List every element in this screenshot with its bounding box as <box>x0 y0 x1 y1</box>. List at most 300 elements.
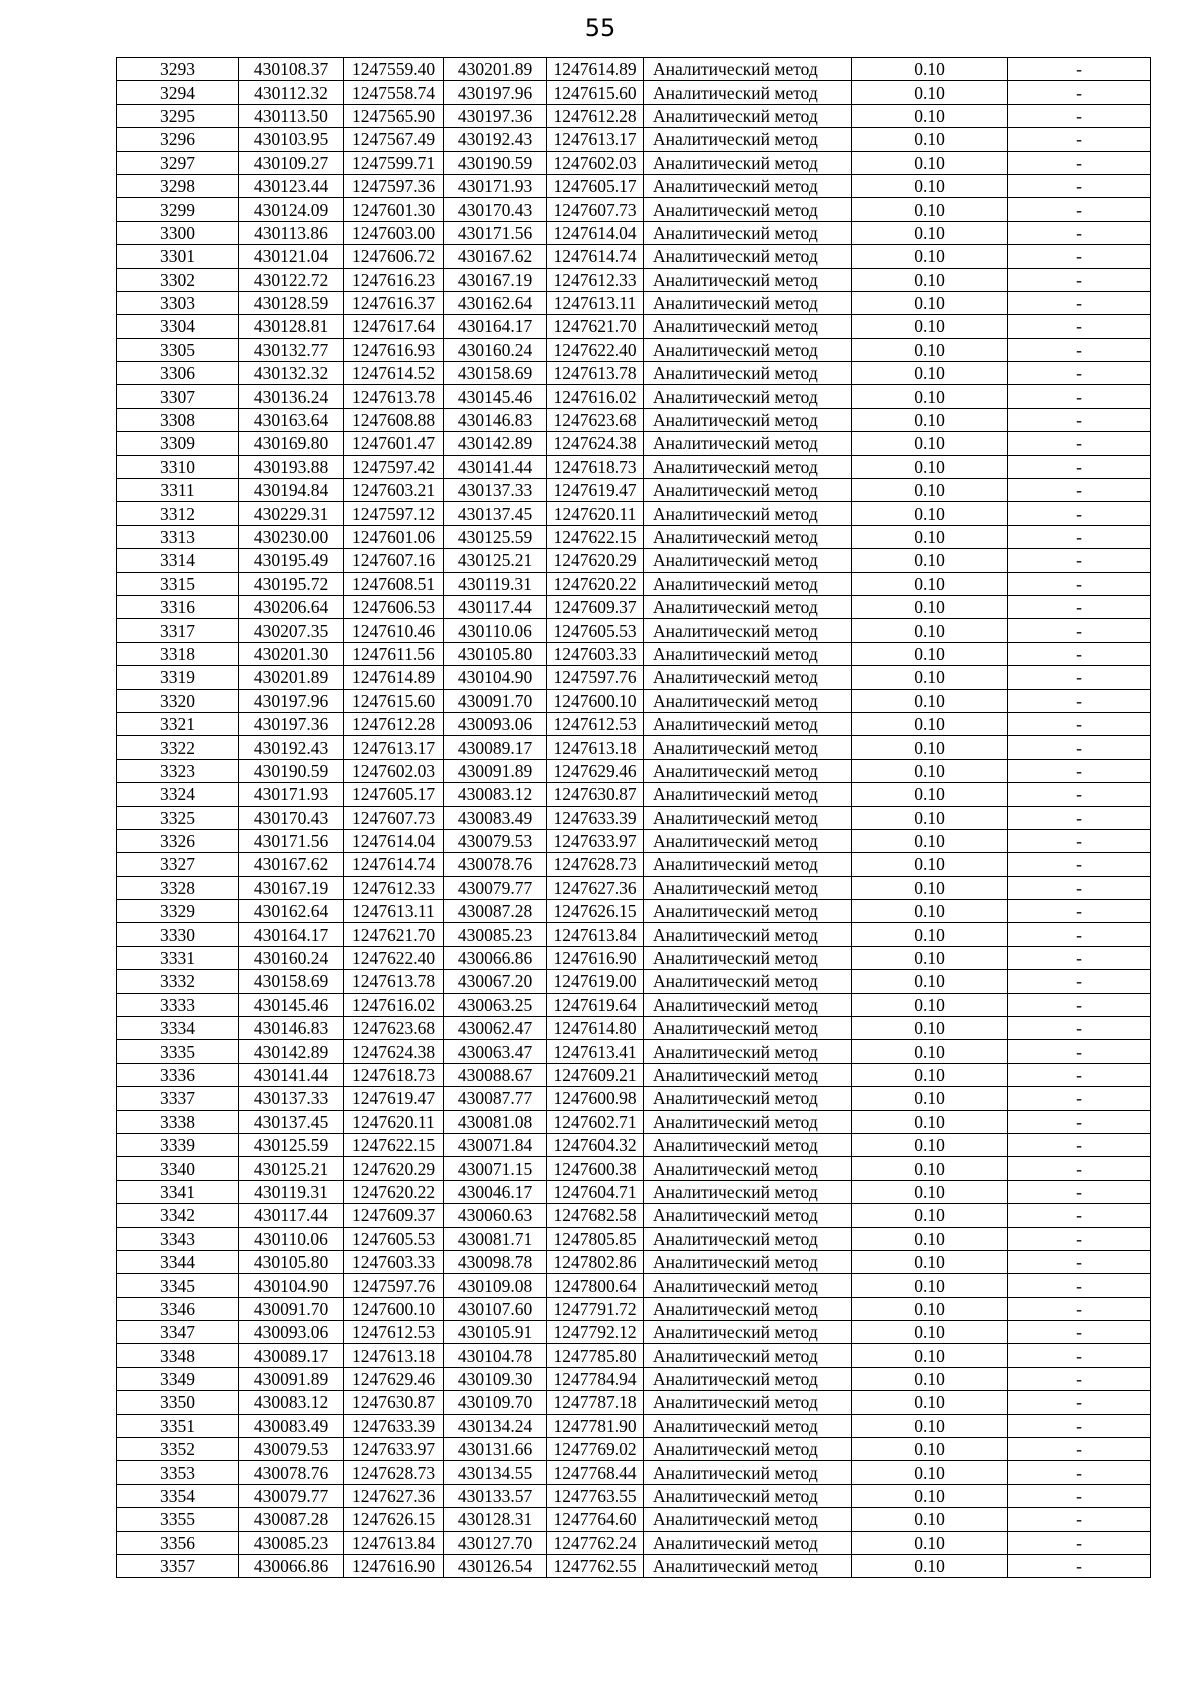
method-cell: Аналитический метод <box>644 1110 852 1133</box>
x2-cell: 430060.63 <box>444 1204 547 1227</box>
x2-cell: 430063.25 <box>444 993 547 1016</box>
y1-cell: 1247616.93 <box>344 338 444 361</box>
note-cell: - <box>1008 876 1151 899</box>
y2-cell: 1247613.78 <box>547 362 644 385</box>
table-row <box>117 338 1151 361</box>
y1-cell: 1247614.89 <box>344 666 444 689</box>
accuracy-cell: 0.10 <box>852 455 1008 478</box>
y2-cell: 1247769.02 <box>547 1438 644 1461</box>
accuracy-cell: 0.10 <box>852 619 1008 642</box>
y2-cell: 1247614.89 <box>547 58 644 81</box>
x1-cell: 430137.33 <box>239 1087 344 1110</box>
y1-cell: 1247608.51 <box>344 572 444 595</box>
y1-cell: 1247624.38 <box>344 1040 444 1063</box>
note-cell: - <box>1008 572 1151 595</box>
method-cell: Аналитический метод <box>644 1133 852 1156</box>
note-cell: - <box>1008 1040 1151 1063</box>
table-row <box>117 174 1151 197</box>
point-number-cell: 3310 <box>117 455 239 478</box>
note-cell: - <box>1008 736 1151 759</box>
y1-cell: 1247614.04 <box>344 829 444 852</box>
note-cell: - <box>1008 128 1151 151</box>
note-cell: - <box>1008 689 1151 712</box>
x1-cell: 430141.44 <box>239 1063 344 1086</box>
point-number-cell: 3327 <box>117 853 239 876</box>
y2-cell: 1247614.74 <box>547 245 644 268</box>
y1-cell: 1247608.88 <box>344 408 444 431</box>
y2-cell: 1247604.71 <box>547 1180 644 1203</box>
note-cell: - <box>1008 81 1151 104</box>
x2-cell: 430160.24 <box>444 338 547 361</box>
table-row <box>117 1157 1151 1180</box>
x1-cell: 430201.30 <box>239 642 344 665</box>
point-number-cell: 3355 <box>117 1508 239 1531</box>
method-cell: Аналитический метод <box>644 1555 852 1578</box>
table-row <box>117 81 1151 104</box>
point-number-cell: 3312 <box>117 502 239 525</box>
x1-cell: 430145.46 <box>239 993 344 1016</box>
method-cell: Аналитический метод <box>644 806 852 829</box>
method-cell: Аналитический метод <box>644 666 852 689</box>
x2-cell: 430162.64 <box>444 291 547 314</box>
x1-cell: 430105.80 <box>239 1250 344 1273</box>
y2-cell: 1247607.73 <box>547 198 644 221</box>
x1-cell: 430117.44 <box>239 1204 344 1227</box>
table-row <box>117 1040 1151 1063</box>
x1-cell: 430103.95 <box>239 128 344 151</box>
x1-cell: 430167.62 <box>239 853 344 876</box>
x2-cell: 430137.45 <box>444 502 547 525</box>
accuracy-cell: 0.10 <box>852 759 1008 782</box>
y2-cell: 1247682.58 <box>547 1204 644 1227</box>
x2-cell: 430171.93 <box>444 174 547 197</box>
x2-cell: 430066.86 <box>444 946 547 969</box>
x1-cell: 430125.59 <box>239 1133 344 1156</box>
accuracy-cell: 0.10 <box>852 736 1008 759</box>
y2-cell: 1247600.98 <box>547 1087 644 1110</box>
method-cell: Аналитический метод <box>644 128 852 151</box>
x2-cell: 430067.20 <box>444 970 547 993</box>
y1-cell: 1247603.00 <box>344 221 444 244</box>
table-row <box>117 712 1151 735</box>
x2-cell: 430117.44 <box>444 595 547 618</box>
note-cell: - <box>1008 1133 1151 1156</box>
point-number-cell: 3349 <box>117 1367 239 1390</box>
note-cell: - <box>1008 151 1151 174</box>
accuracy-cell: 0.10 <box>852 1087 1008 1110</box>
x2-cell: 430158.69 <box>444 362 547 385</box>
method-cell: Аналитический метод <box>644 502 852 525</box>
x2-cell: 430046.17 <box>444 1180 547 1203</box>
y2-cell: 1247622.15 <box>547 525 644 548</box>
y2-cell: 1247613.41 <box>547 1040 644 1063</box>
method-cell: Аналитический метод <box>644 549 852 572</box>
point-number-cell: 3341 <box>117 1180 239 1203</box>
table-row <box>117 993 1151 1016</box>
point-number-cell: 3340 <box>117 1157 239 1180</box>
x2-cell: 430133.57 <box>444 1484 547 1507</box>
table-row <box>117 1484 1151 1507</box>
accuracy-cell: 0.10 <box>852 1344 1008 1367</box>
accuracy-cell: 0.10 <box>852 1555 1008 1578</box>
y2-cell: 1247623.68 <box>547 408 644 431</box>
note-cell: - <box>1008 549 1151 572</box>
y1-cell: 1247613.78 <box>344 970 444 993</box>
table-row <box>117 1438 1151 1461</box>
table-row <box>117 1414 1151 1437</box>
table-row <box>117 151 1151 174</box>
table-row <box>117 525 1151 548</box>
accuracy-cell: 0.10 <box>852 1063 1008 1086</box>
y2-cell: 1247614.04 <box>547 221 644 244</box>
x2-cell: 430091.70 <box>444 689 547 712</box>
y1-cell: 1247613.78 <box>344 385 444 408</box>
x2-cell: 430197.36 <box>444 104 547 127</box>
y1-cell: 1247558.74 <box>344 81 444 104</box>
x2-cell: 430125.21 <box>444 549 547 572</box>
y1-cell: 1247622.40 <box>344 946 444 969</box>
y1-cell: 1247609.37 <box>344 1204 444 1227</box>
y1-cell: 1247614.74 <box>344 853 444 876</box>
method-cell: Аналитический метод <box>644 900 852 923</box>
note-cell: - <box>1008 1367 1151 1390</box>
point-number-cell: 3345 <box>117 1274 239 1297</box>
accuracy-cell: 0.10 <box>852 1017 1008 1040</box>
note-cell: - <box>1008 1250 1151 1273</box>
method-cell: Аналитический метод <box>644 455 852 478</box>
y1-cell: 1247630.87 <box>344 1391 444 1414</box>
x1-cell: 430087.28 <box>239 1508 344 1531</box>
table-row <box>117 1555 1151 1578</box>
note-cell: - <box>1008 1484 1151 1507</box>
x2-cell: 430071.84 <box>444 1133 547 1156</box>
x2-cell: 430089.17 <box>444 736 547 759</box>
note-cell: - <box>1008 712 1151 735</box>
method-cell: Аналитический метод <box>644 198 852 221</box>
x2-cell: 430088.67 <box>444 1063 547 1086</box>
y1-cell: 1247633.39 <box>344 1414 444 1437</box>
x2-cell: 430171.56 <box>444 221 547 244</box>
note-cell: - <box>1008 1157 1151 1180</box>
method-cell: Аналитический метод <box>644 1274 852 1297</box>
table-row <box>117 1367 1151 1390</box>
method-cell: Аналитический метод <box>644 338 852 361</box>
accuracy-cell: 0.10 <box>852 1227 1008 1250</box>
x2-cell: 430109.70 <box>444 1391 547 1414</box>
point-number-cell: 3296 <box>117 128 239 151</box>
method-cell: Аналитический метод <box>644 1367 852 1390</box>
y2-cell: 1247618.73 <box>547 455 644 478</box>
accuracy-cell: 0.10 <box>852 525 1008 548</box>
table-row <box>117 432 1151 455</box>
table-row <box>117 619 1151 642</box>
y1-cell: 1247603.33 <box>344 1250 444 1273</box>
point-number-cell: 3316 <box>117 595 239 618</box>
point-number-cell: 3320 <box>117 689 239 712</box>
y1-cell: 1247616.02 <box>344 993 444 1016</box>
point-number-cell: 3338 <box>117 1110 239 1133</box>
note-cell: - <box>1008 1508 1151 1531</box>
point-number-cell: 3297 <box>117 151 239 174</box>
accuracy-cell: 0.10 <box>852 1438 1008 1461</box>
x1-cell: 430085.23 <box>239 1531 344 1554</box>
accuracy-cell: 0.10 <box>852 1531 1008 1554</box>
y2-cell: 1247802.86 <box>547 1250 644 1273</box>
note-cell: - <box>1008 1555 1151 1578</box>
y1-cell: 1247623.68 <box>344 1017 444 1040</box>
point-number-cell: 3321 <box>117 712 239 735</box>
y2-cell: 1247622.40 <box>547 338 644 361</box>
x1-cell: 430119.31 <box>239 1180 344 1203</box>
y2-cell: 1247764.60 <box>547 1508 644 1531</box>
note-cell: - <box>1008 104 1151 127</box>
x1-cell: 430121.04 <box>239 245 344 268</box>
y1-cell: 1247599.71 <box>344 151 444 174</box>
table-row <box>117 1391 1151 1414</box>
point-number-cell: 3357 <box>117 1555 239 1578</box>
y1-cell: 1247616.37 <box>344 291 444 314</box>
y2-cell: 1247621.70 <box>547 315 644 338</box>
accuracy-cell: 0.10 <box>852 104 1008 127</box>
table-row <box>117 759 1151 782</box>
point-number-cell: 3306 <box>117 362 239 385</box>
y2-cell: 1247613.18 <box>547 736 644 759</box>
y2-cell: 1247762.55 <box>547 1555 644 1578</box>
point-number-cell: 3314 <box>117 549 239 572</box>
note-cell: - <box>1008 900 1151 923</box>
x2-cell: 430201.89 <box>444 58 547 81</box>
note-cell: - <box>1008 853 1151 876</box>
y2-cell: 1247613.84 <box>547 923 644 946</box>
x2-cell: 430105.91 <box>444 1321 547 1344</box>
y2-cell: 1247602.71 <box>547 1110 644 1133</box>
x1-cell: 430113.86 <box>239 221 344 244</box>
y1-cell: 1247614.52 <box>344 362 444 385</box>
point-number-cell: 3300 <box>117 221 239 244</box>
x2-cell: 430190.59 <box>444 151 547 174</box>
x1-cell: 430112.32 <box>239 81 344 104</box>
y2-cell: 1247624.38 <box>547 432 644 455</box>
point-number-cell: 3342 <box>117 1204 239 1227</box>
x2-cell: 430109.30 <box>444 1367 547 1390</box>
method-cell: Аналитический метод <box>644 525 852 548</box>
accuracy-cell: 0.10 <box>852 923 1008 946</box>
note-cell: - <box>1008 595 1151 618</box>
note-cell: - <box>1008 759 1151 782</box>
accuracy-cell: 0.10 <box>852 900 1008 923</box>
method-cell: Аналитический метод <box>644 970 852 993</box>
x1-cell: 430124.09 <box>239 198 344 221</box>
y1-cell: 1247567.49 <box>344 128 444 151</box>
method-cell: Аналитический метод <box>644 1321 852 1344</box>
accuracy-cell: 0.10 <box>852 853 1008 876</box>
y1-cell: 1247628.73 <box>344 1461 444 1484</box>
x1-cell: 430207.35 <box>239 619 344 642</box>
y2-cell: 1247792.12 <box>547 1321 644 1344</box>
accuracy-cell: 0.10 <box>852 174 1008 197</box>
x1-cell: 430171.56 <box>239 829 344 852</box>
note-cell: - <box>1008 1438 1151 1461</box>
point-number-cell: 3299 <box>117 198 239 221</box>
point-number-cell: 3336 <box>117 1063 239 1086</box>
y2-cell: 1247600.38 <box>547 1157 644 1180</box>
x2-cell: 430192.43 <box>444 128 547 151</box>
y1-cell: 1247613.84 <box>344 1531 444 1554</box>
x1-cell: 430079.77 <box>239 1484 344 1507</box>
method-cell: Аналитический метод <box>644 1438 852 1461</box>
x1-cell: 430146.83 <box>239 1017 344 1040</box>
y2-cell: 1247768.44 <box>547 1461 644 1484</box>
x2-cell: 430134.24 <box>444 1414 547 1437</box>
y2-cell: 1247791.72 <box>547 1297 644 1320</box>
accuracy-cell: 0.10 <box>852 315 1008 338</box>
point-number-cell: 3328 <box>117 876 239 899</box>
table-row <box>117 689 1151 712</box>
y2-cell: 1247629.46 <box>547 759 644 782</box>
x1-cell: 430091.70 <box>239 1297 344 1320</box>
x2-cell: 430167.19 <box>444 268 547 291</box>
note-cell: - <box>1008 1017 1151 1040</box>
y2-cell: 1247609.37 <box>547 595 644 618</box>
x1-cell: 430197.36 <box>239 712 344 735</box>
y2-cell: 1247763.55 <box>547 1484 644 1507</box>
method-cell: Аналитический метод <box>644 315 852 338</box>
point-number-cell: 3317 <box>117 619 239 642</box>
x1-cell: 430083.12 <box>239 1391 344 1414</box>
table-row <box>117 1017 1151 1040</box>
table-row <box>117 666 1151 689</box>
point-number-cell: 3352 <box>117 1438 239 1461</box>
y2-cell: 1247605.53 <box>547 619 644 642</box>
note-cell: - <box>1008 1414 1151 1437</box>
method-cell: Аналитический метод <box>644 362 852 385</box>
table-row <box>117 1204 1151 1227</box>
note-cell: - <box>1008 58 1151 81</box>
x2-cell: 430087.28 <box>444 900 547 923</box>
x1-cell: 430128.59 <box>239 291 344 314</box>
table-row <box>117 595 1151 618</box>
x1-cell: 430201.89 <box>239 666 344 689</box>
x1-cell: 430113.50 <box>239 104 344 127</box>
method-cell: Аналитический метод <box>644 1017 852 1040</box>
y2-cell: 1247800.64 <box>547 1274 644 1297</box>
x2-cell: 430062.47 <box>444 1017 547 1040</box>
x1-cell: 430169.80 <box>239 432 344 455</box>
accuracy-cell: 0.10 <box>852 783 1008 806</box>
y1-cell: 1247612.28 <box>344 712 444 735</box>
table-row <box>117 221 1151 244</box>
method-cell: Аналитический метод <box>644 1531 852 1554</box>
method-cell: Аналитический метод <box>644 1461 852 1484</box>
y2-cell: 1247762.24 <box>547 1531 644 1554</box>
x2-cell: 430091.89 <box>444 759 547 782</box>
x2-cell: 430109.08 <box>444 1274 547 1297</box>
accuracy-cell: 0.10 <box>852 549 1008 572</box>
x1-cell: 430162.64 <box>239 900 344 923</box>
y2-cell: 1247781.90 <box>547 1414 644 1437</box>
x1-cell: 430195.49 <box>239 549 344 572</box>
accuracy-cell: 0.10 <box>852 338 1008 361</box>
method-cell: Аналитический метод <box>644 81 852 104</box>
note-cell: - <box>1008 408 1151 431</box>
note-cell: - <box>1008 1531 1151 1554</box>
x1-cell: 430083.49 <box>239 1414 344 1437</box>
point-number-cell: 3356 <box>117 1531 239 1554</box>
y2-cell: 1247633.97 <box>547 829 644 852</box>
point-number-cell: 3354 <box>117 1484 239 1507</box>
accuracy-cell: 0.10 <box>852 432 1008 455</box>
y1-cell: 1247622.15 <box>344 1133 444 1156</box>
table-row <box>117 1180 1151 1203</box>
x1-cell: 430137.45 <box>239 1110 344 1133</box>
y1-cell: 1247616.90 <box>344 1555 444 1578</box>
accuracy-cell: 0.10 <box>852 712 1008 735</box>
point-number-cell: 3335 <box>117 1040 239 1063</box>
x1-cell: 430206.64 <box>239 595 344 618</box>
table-row <box>117 198 1151 221</box>
method-cell: Аналитический метод <box>644 619 852 642</box>
x2-cell: 430078.76 <box>444 853 547 876</box>
accuracy-cell: 0.10 <box>852 81 1008 104</box>
x2-cell: 430164.17 <box>444 315 547 338</box>
y1-cell: 1247611.56 <box>344 642 444 665</box>
x1-cell: 430132.77 <box>239 338 344 361</box>
y1-cell: 1247605.53 <box>344 1227 444 1250</box>
point-number-cell: 3309 <box>117 432 239 455</box>
accuracy-cell: 0.10 <box>852 876 1008 899</box>
accuracy-cell: 0.10 <box>852 1250 1008 1273</box>
note-cell: - <box>1008 666 1151 689</box>
point-number-cell: 3350 <box>117 1391 239 1414</box>
point-number-cell: 3330 <box>117 923 239 946</box>
table-row <box>117 783 1151 806</box>
x2-cell: 430085.23 <box>444 923 547 946</box>
y1-cell: 1247602.03 <box>344 759 444 782</box>
y2-cell: 1247613.11 <box>547 291 644 314</box>
y1-cell: 1247617.64 <box>344 315 444 338</box>
x2-cell: 430137.33 <box>444 479 547 502</box>
method-cell: Аналитический метод <box>644 1063 852 1086</box>
method-cell: Аналитический метод <box>644 1180 852 1203</box>
point-number-cell: 3353 <box>117 1461 239 1484</box>
accuracy-cell: 0.10 <box>852 1391 1008 1414</box>
y1-cell: 1247597.76 <box>344 1274 444 1297</box>
y2-cell: 1247609.21 <box>547 1063 644 1086</box>
table-row <box>117 408 1151 431</box>
y1-cell: 1247615.60 <box>344 689 444 712</box>
y2-cell: 1247620.22 <box>547 572 644 595</box>
x2-cell: 430141.44 <box>444 455 547 478</box>
method-cell: Аналитический метод <box>644 291 852 314</box>
accuracy-cell: 0.10 <box>852 1321 1008 1344</box>
x1-cell: 430192.43 <box>239 736 344 759</box>
note-cell: - <box>1008 245 1151 268</box>
method-cell: Аналитический метод <box>644 58 852 81</box>
table-row <box>117 1508 1151 1531</box>
point-number-cell: 3294 <box>117 81 239 104</box>
x1-cell: 430163.64 <box>239 408 344 431</box>
y1-cell: 1247600.10 <box>344 1297 444 1320</box>
y1-cell: 1247606.72 <box>344 245 444 268</box>
point-number-cell: 3346 <box>117 1297 239 1320</box>
table-row <box>117 268 1151 291</box>
note-cell: - <box>1008 198 1151 221</box>
x1-cell: 430108.37 <box>239 58 344 81</box>
accuracy-cell: 0.10 <box>852 58 1008 81</box>
y2-cell: 1247612.33 <box>547 268 644 291</box>
table-row <box>117 876 1151 899</box>
accuracy-cell: 0.10 <box>852 1157 1008 1180</box>
